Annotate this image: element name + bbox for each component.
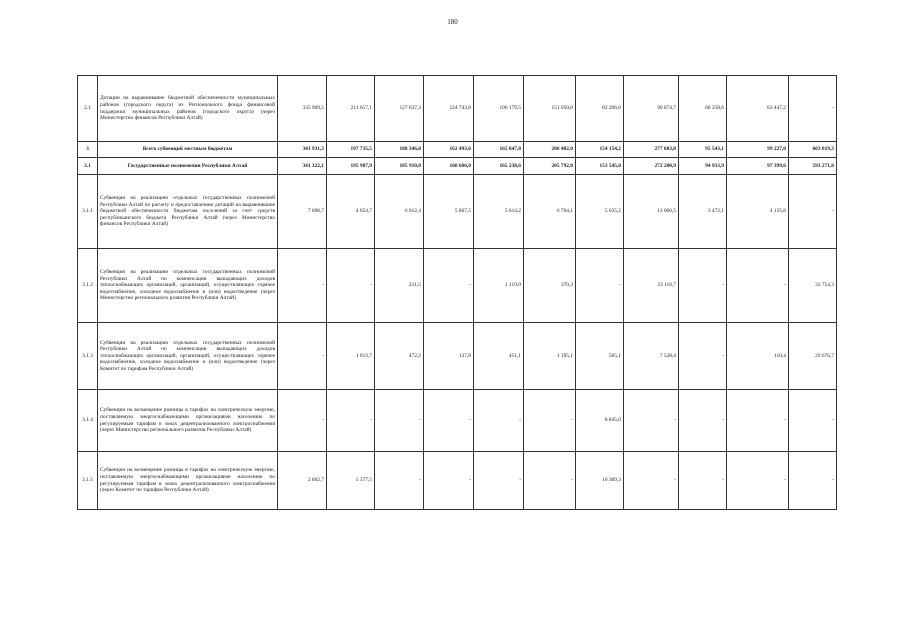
- value-cell: 1 013,7: [327, 323, 375, 390]
- value-cell: 23 118,7: [624, 249, 679, 323]
- value-cell: 165 238,6: [474, 158, 524, 175]
- value-cell: -: [327, 249, 375, 323]
- value-cell: -: [278, 323, 327, 390]
- value-cell: 94 933,9: [679, 158, 727, 175]
- value-cell: 231,5: [375, 249, 424, 323]
- value-cell: 110,4: [727, 323, 789, 390]
- table-row: [78, 249, 837, 323]
- value-cell: -: [679, 323, 727, 390]
- value-cell: 7 528,4: [624, 323, 679, 390]
- value-cell: 162 493,6: [424, 142, 474, 158]
- value-cell: -: [524, 452, 576, 510]
- value-cell: 68 258,6: [679, 76, 727, 142]
- row-code: 3.1: [78, 158, 98, 175]
- value-cell: 341 931,3: [278, 142, 327, 158]
- value-cell: -: [727, 452, 789, 510]
- value-cell: -: [278, 249, 327, 323]
- value-cell: 5 867,5: [424, 175, 474, 249]
- row-code: 3.1.2: [78, 249, 98, 323]
- value-cell: -: [789, 390, 837, 452]
- value-cell: 5 377,5: [327, 452, 375, 510]
- value-cell: 160 666,0: [424, 158, 474, 175]
- row-code: 3.1.4: [78, 390, 98, 452]
- value-cell: 32 754,3: [789, 249, 837, 323]
- value-cell: 205 792,8: [524, 158, 576, 175]
- value-cell: 5 035,2: [576, 175, 624, 249]
- value-cell: -: [789, 175, 837, 249]
- value-cell: 1 195,1: [524, 323, 576, 390]
- value-cell: 82 296,6: [576, 76, 624, 142]
- value-cell: -: [424, 249, 474, 323]
- value-cell: -: [375, 452, 424, 510]
- value-cell: 451,1: [474, 323, 524, 390]
- value-cell: 5 614,2: [474, 175, 524, 249]
- value-cell: 153 545,0: [576, 158, 624, 175]
- value-cell: -: [624, 390, 679, 452]
- value-cell: -: [727, 249, 789, 323]
- value-cell: -: [789, 76, 837, 142]
- row-code: 3.1.1: [78, 175, 98, 249]
- value-cell: 4 135,8: [727, 175, 789, 249]
- value-cell: 90 674,7: [624, 76, 679, 142]
- value-cell: 4 654,7: [327, 175, 375, 249]
- value-cell: 272 200,9: [624, 158, 679, 175]
- table-row: [78, 142, 837, 158]
- value-cell: 29 676,7: [789, 323, 837, 390]
- value-cell: -: [624, 452, 679, 510]
- value-cell: 10 389,3: [576, 452, 624, 510]
- value-cell: 6 012,4: [375, 175, 424, 249]
- value-cell: -: [474, 390, 524, 452]
- value-cell: -: [679, 249, 727, 323]
- value-cell: 185 910,0: [375, 158, 424, 175]
- value-cell: 97 399,6: [727, 158, 789, 175]
- value-cell: -: [424, 390, 474, 452]
- value-cell: 151 050,8: [524, 76, 576, 142]
- value-cell: 137,8: [424, 323, 474, 390]
- value-cell: 335 909,5: [278, 76, 327, 142]
- table-row: [78, 76, 837, 142]
- value-cell: 106 179,5: [474, 76, 524, 142]
- value-cell: 13 066,5: [624, 175, 679, 249]
- value-cell: -: [424, 452, 474, 510]
- value-cell: 95 543,1: [679, 142, 727, 158]
- value-cell: 585,1: [576, 323, 624, 390]
- row-description: Всего субвенций местным бюджетам: [98, 142, 278, 158]
- value-cell: -: [524, 390, 576, 452]
- value-cell: -: [679, 452, 727, 510]
- row-description: Государственные полномочия Республики Алтай: [98, 158, 278, 175]
- value-cell: -: [327, 390, 375, 452]
- table-row: [78, 452, 837, 510]
- value-cell: 8 845,0: [576, 390, 624, 452]
- value-cell: -: [789, 452, 837, 510]
- page-number: 180: [447, 18, 458, 26]
- value-cell: 206 402,0: [524, 142, 576, 158]
- value-cell: -: [679, 390, 727, 452]
- value-cell: 277 683,8: [624, 142, 679, 158]
- table-row: [78, 175, 837, 249]
- table-row: [78, 390, 837, 452]
- value-cell: 195 907,9: [327, 158, 375, 175]
- row-description: Дотации на выравнивание бюджетной обеспеченности муниципальных районов (городского округа) из Регионального фонда финансовой поддержки муниципальных районов (городского округа) (через Министерство финансов Республики Алтай): [98, 76, 278, 142]
- value-cell: 197 735,5: [327, 142, 375, 158]
- value-cell: 370,3: [524, 249, 576, 323]
- value-cell: 124 743,8: [424, 76, 474, 142]
- value-cell: 188 346,8: [375, 142, 424, 158]
- row-code: 2.1: [78, 76, 98, 142]
- value-cell: 154 154,2: [576, 142, 624, 158]
- value-cell: -: [375, 390, 424, 452]
- budget-table: [77, 75, 837, 510]
- value-cell: 211 657,1: [327, 76, 375, 142]
- value-cell: -: [474, 452, 524, 510]
- row-description: Субвенции на реализацию отдельных государственных полномочий Республики Алтай по компенсации выпадающих доходов теплоснабжающих организаций, организаций, осуществляющих горячее водоснабжение, холодное водоснабжение и (или) водоотведение (через Министерство регионального развития Республики Алтай): [98, 249, 278, 323]
- value-cell: 99 227,0: [727, 142, 789, 158]
- value-cell: 593 271,8: [789, 158, 837, 175]
- value-cell: -: [576, 249, 624, 323]
- row-code: 3.1.3: [78, 323, 98, 390]
- value-cell: -: [727, 390, 789, 452]
- value-cell: 165 847,8: [474, 142, 524, 158]
- value-cell: 603 019,3: [789, 142, 837, 158]
- value-cell: 6 764,1: [524, 175, 576, 249]
- row-code: 3: [78, 142, 98, 158]
- table-row: [78, 323, 837, 390]
- value-cell: 63 447,2: [727, 76, 789, 142]
- value-cell: 3 472,1: [679, 175, 727, 249]
- value-cell: 2 602,7: [278, 452, 327, 510]
- row-code: 3.1.5: [78, 452, 98, 510]
- value-cell: 127 637,3: [375, 76, 424, 142]
- row-description: Субвенции на реализацию отдельных государственных полномочий Республики Алтай по компенсации выпадающих доходов теплоснабжающих организаций, организаций, осуществляющих горячее водоснабжение, холодное водоснабжение и (или) водоотведение (через Комитет по тарифам Республики Алтай): [98, 323, 278, 390]
- row-description: Субвенции на возмещение разницы в тарифах на электрическую энергию, поставляемую энергоснабжающими организациями населению по регулируемым тарифам в зонах децентрализованного электроснабжения (через Комитет по тарифам Республики Алтай): [98, 452, 278, 510]
- row-description: Субвенции на реализацию отдельных государственных полномочий Республики Алтай по расчету и предоставлению дотаций на выравнивание бюджетной обеспеченности бюджетам поселений за счет средств республиканского бюджета Республики Алтай (через Министерство финансов Республики Алтай): [98, 175, 278, 249]
- value-cell: 1 119,0: [474, 249, 524, 323]
- value-cell: 341 322,1: [278, 158, 327, 175]
- table-row: [78, 158, 837, 175]
- row-description: Субвенции на возмещение разницы в тарифах на электрическую энергию, поставляемую энергоснабжающими организациями населению по регулируемым тарифам в зонах децентрализованного электроснабжения (через Министерство регионального развития Республики Алтай): [98, 390, 278, 452]
- value-cell: 472,2: [375, 323, 424, 390]
- value-cell: -: [278, 390, 327, 452]
- value-cell: 7 698,7: [278, 175, 327, 249]
